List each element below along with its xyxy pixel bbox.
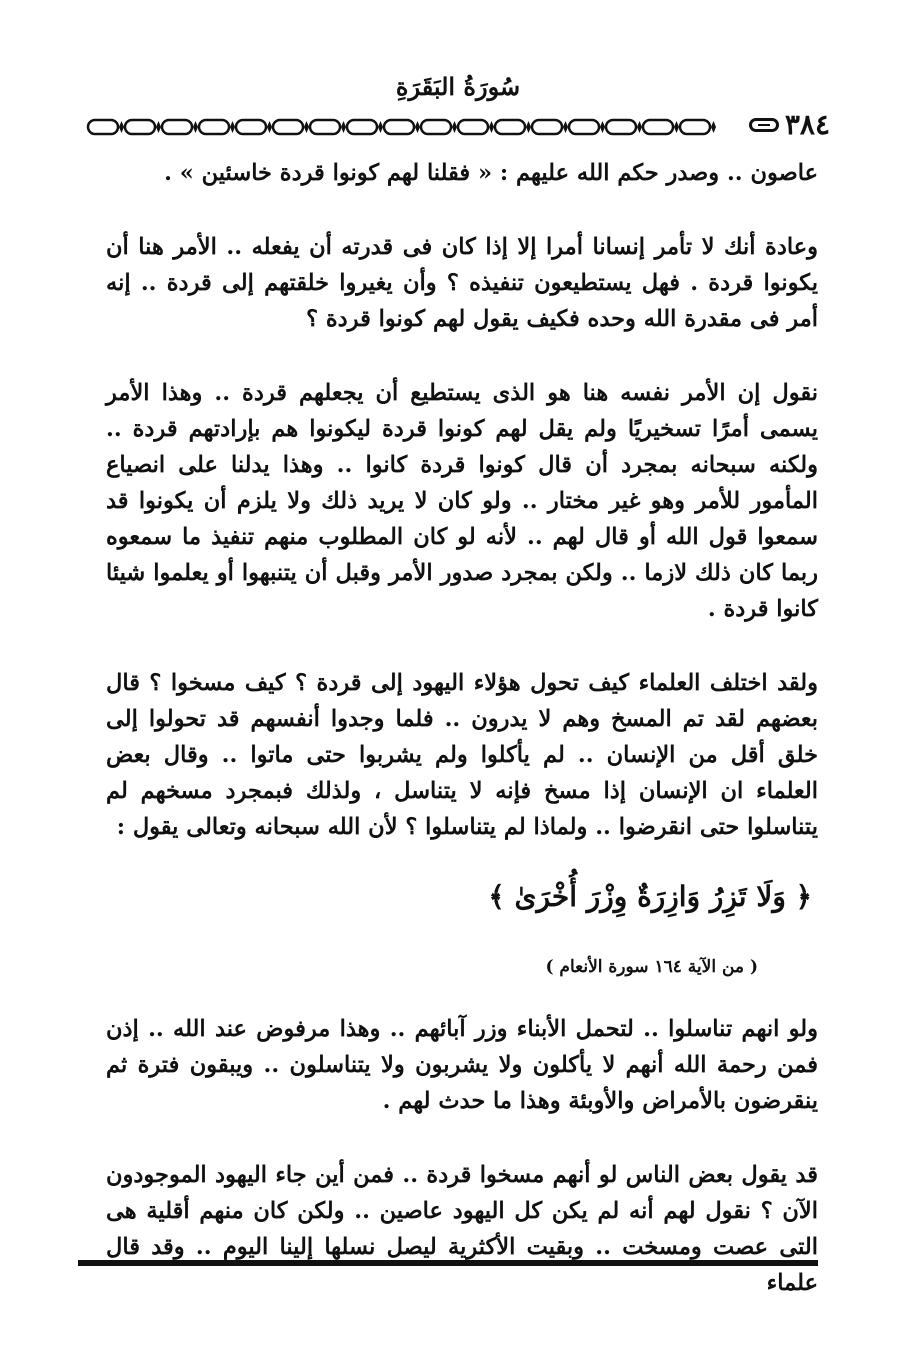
decorative-chain-border <box>84 112 734 142</box>
quran-verse: ﴿ وَلَا تَزِرُ وَازِرَةٌ وِزْرَ أُخْرَىٰ ﴾ <box>488 880 812 913</box>
body-text <box>106 155 818 1339</box>
ornament-oval-icon <box>749 118 779 132</box>
verse-reference: ( من الآية ١٦٤ سورة الأنعام ) <box>545 957 758 977</box>
paragraph: ولقد اختلف العلماء كيف تحول هؤلاء اليهود إلى قردة ؟ كيف مسخوا ؟ قال بعضهم لقد تم المسخ وهم لا يدرون .. فلما وجدوا أنفسهم قد تحولوا إلى خلق أقل من الإنسان .. لم يأكلوا ولم يشربوا حتى ماتوا .. وقال بعض العلماء ان الإنسان إذا مسخ فإنه لا يتناسل ، ولذلك فبمجرد مسخهم لم يتناسلوا حتى انقرضوا .. ولماذا لم يتناسلوا ؟ لأن الله سبحانه وتعالى يقول : <box>106 670 818 840</box>
paragraph: وعادة أنك لا تأمر إنسانا أمرا إلا إذا كان فى قدرته أن يفعله .. الأمر هنا أن يكونوا قردة . فهل يستطيعون تنفيذه ؟ وأن يغيروا خلقتهم إلى قردة .. إنه أمر فى مقدرة الله وحده فكيف يقول لهم كونوا قردة ؟ <box>106 234 818 332</box>
page-number-block <box>740 108 830 141</box>
surah-title: سُورَةُ البَقَرَةِ <box>395 72 521 101</box>
paragraph: نقول إن الأمر نفسه هنا هو الذى يستطيع أن يجعلهم قردة .. وهذا الأمر يسمى أمرًا تسخيريًا ولم يقل لهم كونوا قردة ليكونوا هم بإرادتهم قردة .. ولكنه سبحانه بمجرد أن قال كونوا قردة كانوا .. وهذا يدلنا على انصياع المأمور للأمر وهو غير مختار .. ولو كان لا يريد ذلك ولا يلزم أن يكونوا قد سمعوا قول الله أو قال لهم .. لأنه لو كان المطلوب منهم تنفيذ ما سمعوه ربما كان ذلك لازما .. ولكن بمجرد صدور الأمر وقبل أن يتنبهوا أو يعلموا شيئا كانوا قردة . <box>106 380 818 622</box>
paragraph: قد يقول بعض الناس لو أنهم مسخوا قردة .. فمن أين جاء اليهود الموجودون الآن ؟ نقول لهم أنه لم يكن كل اليهود عاصين .. ولكن كان منهم أقلية هى التى عصت ومسخت .. وبقيت الأكثرية ليصل نسلها إلينا اليوم .. وقد قال علماء <box>106 1162 818 1296</box>
paragraph: عاصون .. وصدر حكم الله عليهم : « فقلنا لهم كونوا قردة خاسئين » . <box>164 160 818 186</box>
page-number: ٣٨٤ <box>784 108 830 141</box>
bottom-rule <box>78 1260 818 1266</box>
paragraph: ولو انهم تناسلوا .. لتحمل الأبناء وزر آبائهم .. وهذا مرفوض عند الله .. إذن فمن رحمة الله أنهم لا يأكلون ولا يشربون ولا يتناسلون .. ويبقون فترة ثم ينقرضون بالأمراض والأوبئة وهذا ما حدث لهم . <box>106 1016 818 1114</box>
